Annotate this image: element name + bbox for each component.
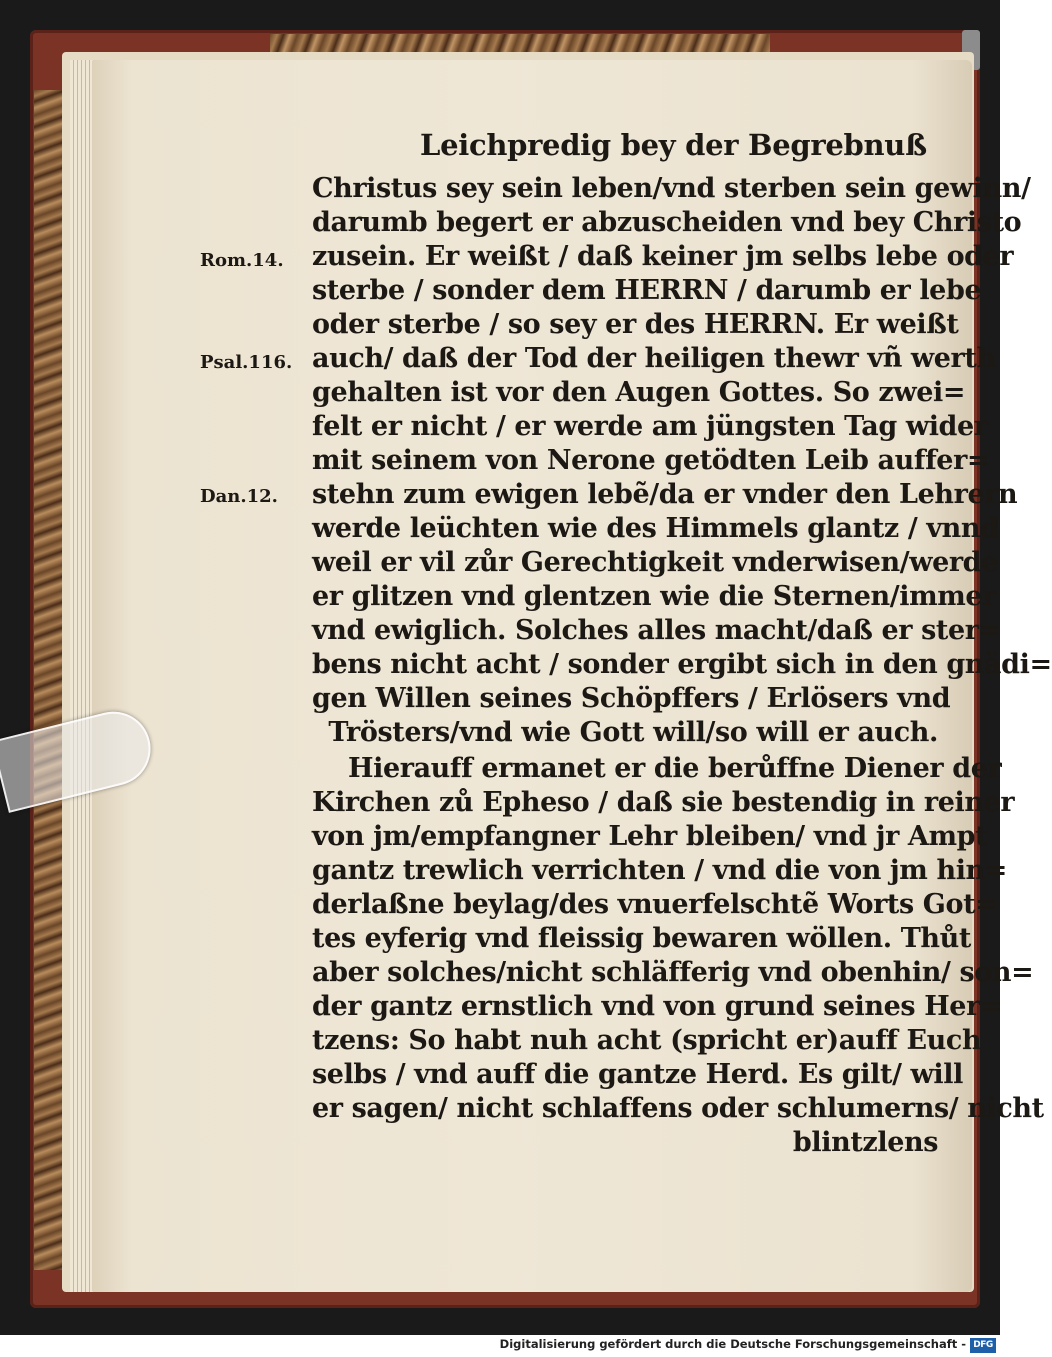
text-line: auch/ daß der Tod der heiligen thewr vñ werth <box>312 343 996 374</box>
margin-note-psal: Psal.116. <box>200 352 293 373</box>
catchword: blintzlens <box>792 1127 938 1158</box>
marbled-cover-edge-left <box>34 90 62 1270</box>
dfg-logo-icon[interactable]: DFG <box>970 1338 996 1353</box>
text-line: felt er nicht / er werde am jüngsten Tag wider <box>312 411 988 442</box>
text-line: zusein. Er weißt / daß keiner jm selbs lebe oder <box>312 241 1014 272</box>
text-line: Trösters/vnd wie Gott will/so will er auch. <box>328 717 938 748</box>
text-line: gen Willen seines Schöpffers / Erlösers vnd <box>312 683 951 714</box>
text-line: selbs / vnd auff die gantze Herd. Es gilt/ will <box>312 1059 963 1090</box>
text-line: weil er vil zůr Gerechtigkeit vnderwisen/werde <box>312 547 998 578</box>
text-line: von jm/empfangner Lehr bleiben/ vnd jr Ampt <box>312 821 988 852</box>
text-line: tzens: So habt nuh acht (spricht er)auff Euch <box>312 1025 982 1056</box>
text-line: tes eyferig vnd fleissig bewaren wöllen. Thůt <box>312 923 971 954</box>
text-line: aber solches/nicht schläfferig vnd obenhin/ son= <box>312 957 1034 988</box>
text-line: Christus sey sein leben/vnd sterben sein gewinn/ <box>312 173 1031 204</box>
page-stack-lines <box>70 60 94 1292</box>
margin-note-rom: Rom.14. <box>200 250 284 271</box>
text-line: Hierauff ermanet er die berůffne Diener der <box>348 753 1002 784</box>
text-line: vnd ewiglich. Solches alles macht/daß er ster= <box>312 615 1001 646</box>
text-line: gehalten ist vor den Augen Gottes. So zwei= <box>312 377 966 408</box>
text-line: der gantz ernstlich vnd von grund seines Her= <box>312 991 1003 1022</box>
text-line: derlaßne beylag/des vnuerfelschtẽ Worts Got= <box>312 889 998 920</box>
text-line: mit seinem von Nerone getödten Leib auffer= <box>312 445 990 476</box>
text-line: gantz trewlich verrichten / vnd die von jm hin= <box>312 855 1008 886</box>
text-line: sterbe / sonder dem HERRN / darumb er lebe <box>312 275 982 306</box>
text-line: stehn zum ewigen lebẽ/da er vnder den Lehrern <box>312 479 1018 510</box>
text-line: darumb begert er abzuscheiden vnd bey Christo <box>312 207 1022 238</box>
text-line: werde leüchten wie des Himmels glantz / vnnd <box>312 513 999 544</box>
text-line: er sagen/ nicht schlaffens oder schlumerns/ nicht <box>312 1093 1044 1124</box>
margin-note-dan: Dan.12. <box>200 486 278 507</box>
text-line: bens nicht acht / sonder ergibt sich in den gnädi= <box>312 649 1052 680</box>
text-line: er glitzen vnd glentzen wie die Sternen/immer <box>312 581 997 612</box>
footer-bar <box>0 1335 1000 1357</box>
running-head: Leichpredig bey der Begrebnuß <box>420 128 927 162</box>
text-line: oder sterbe / so sey er des HERRN. Er weißt <box>312 309 959 340</box>
text-line: Kirchen zů Epheso / daß sie bestendig in reiner <box>312 787 1015 818</box>
funding-credit: Digitalisierung gefördert durch die Deutsche Forschungsgemeinschaft - <box>499 1337 966 1351</box>
